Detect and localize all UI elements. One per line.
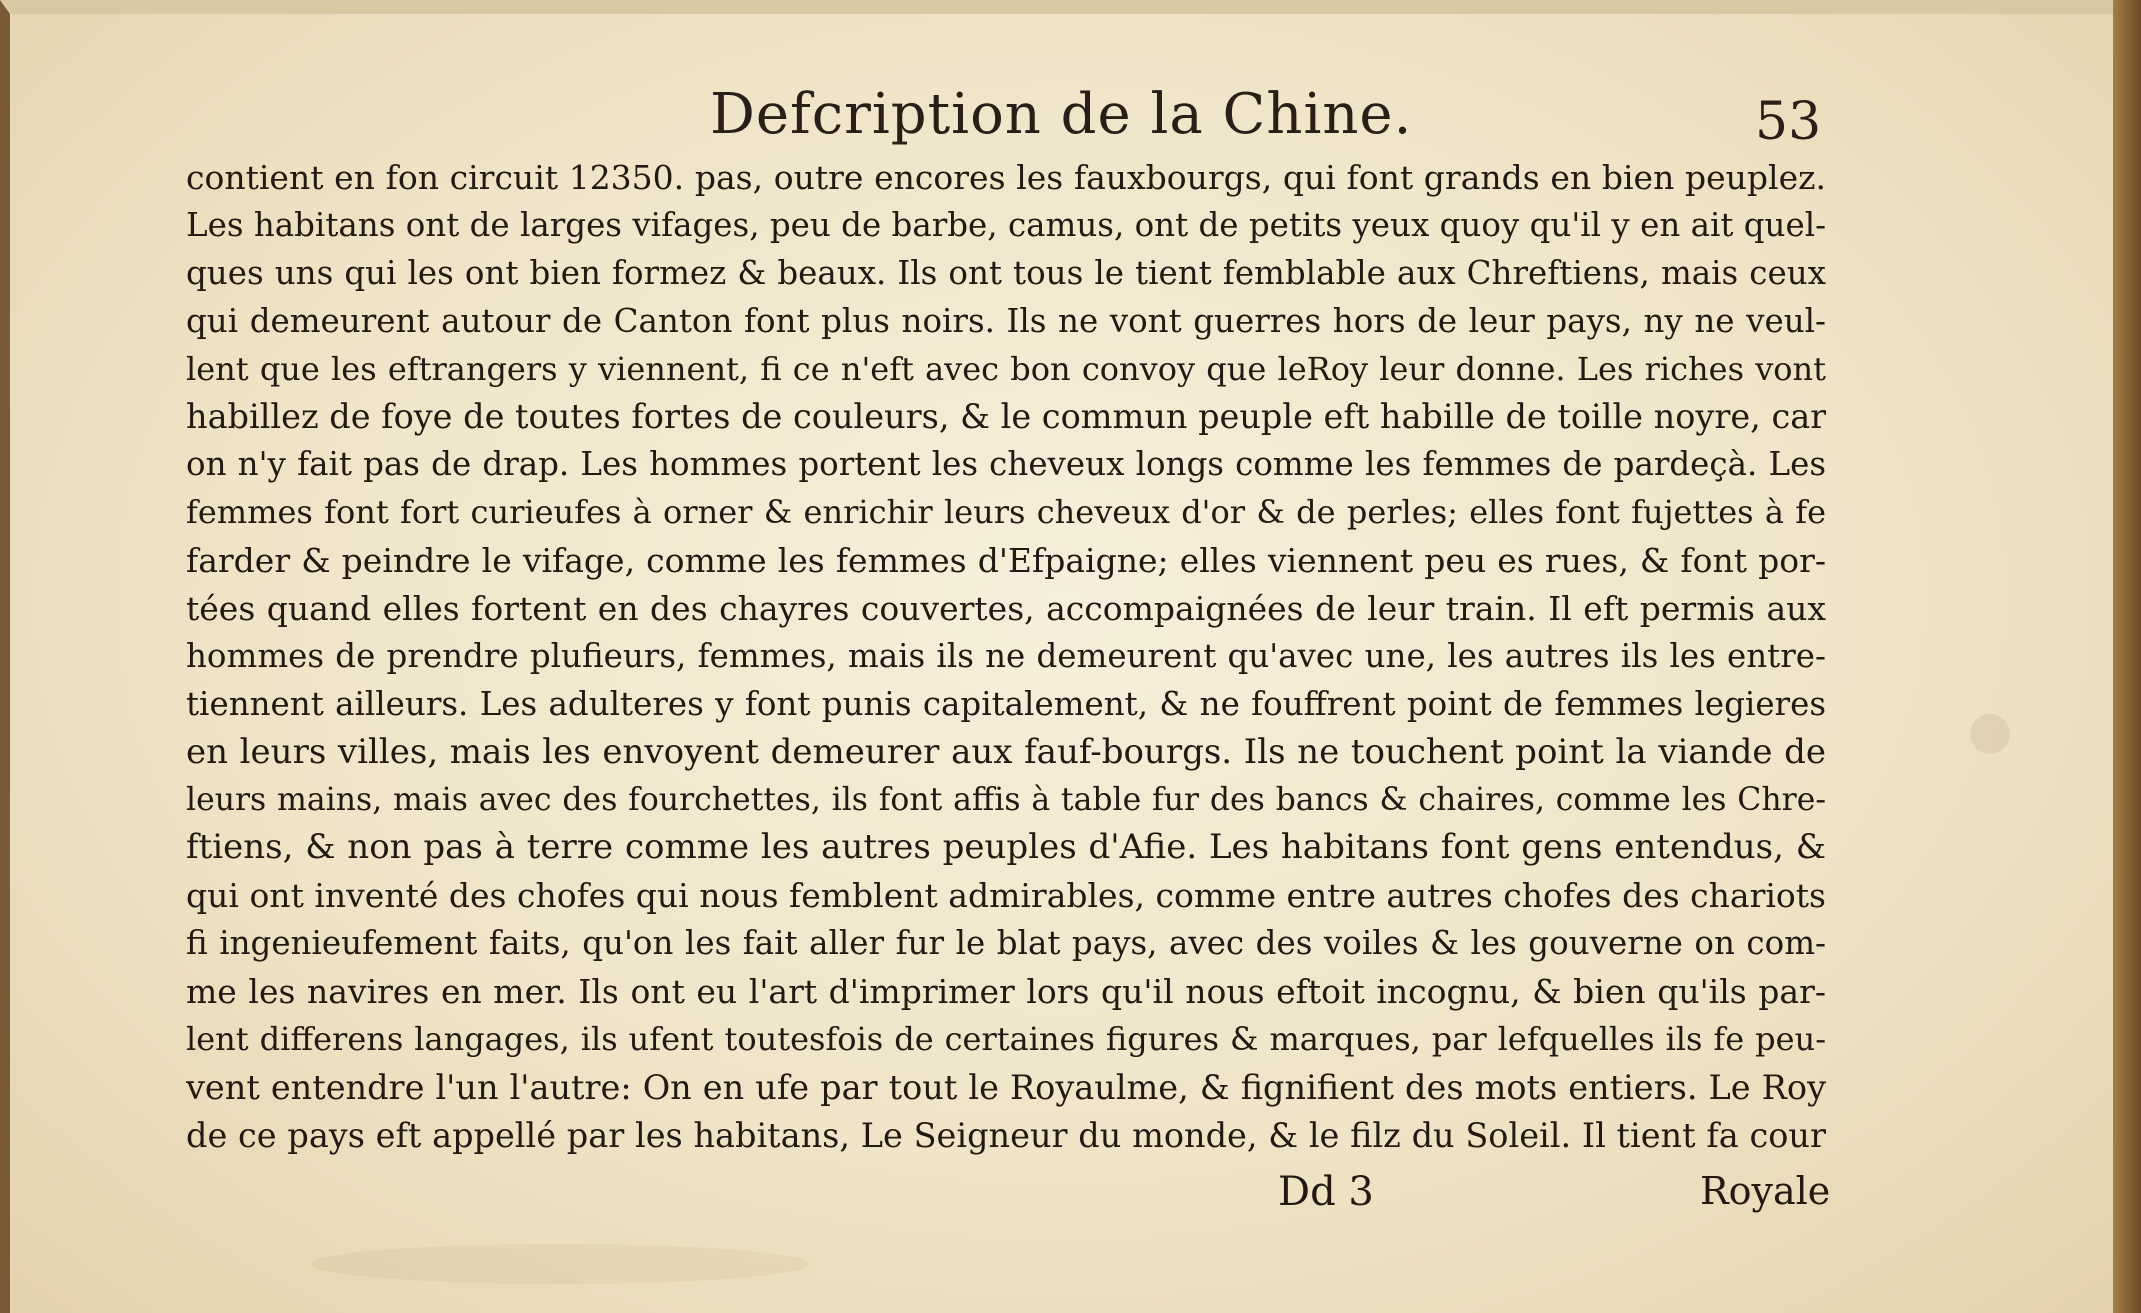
text-line: hommes de prendre plufieurs, femmes, mais ils ne demeurent qu'avec une, les autres ils les entre-: [186, 636, 1826, 675]
text-line: ftiens, & non pas à terre comme les autres peuples d'Afie. Les habitans font gens entendus, &: [186, 827, 1826, 868]
page-footer: [10, 1169, 2141, 1229]
text-line: leurs mains, mais avec des fourchettes, ils font affis à table fur des bancs & chaires, comme les Chre-: [186, 781, 1826, 818]
text-line: Les habitans ont de larges vifages, peu de barbe, camus, ont de petits yeux quoy qu'il y en ait quel-: [186, 205, 1826, 244]
text-line: qui demeurent autour de Canton font plus noirs. Ils ne vont guerres hors de leur pays, ny ne veul-: [186, 301, 1826, 340]
signature-mark: Dd 3: [1278, 1169, 1374, 1215]
text-line: qui ont inventé des chofes qui nous femblent admirables, comme entre autres chofes des chariots: [186, 876, 1826, 916]
text-line: lent que les eftrangers y viennent, fi ce n'eft avec bon convoy que leRoy leur donne. Les riches vont: [186, 349, 1826, 388]
paper-stain: [310, 1244, 810, 1284]
text-line: lent differens langages, ils ufent toutesfois de certaines figures & marques, par lefquelles ils fe peu-: [186, 1020, 1826, 1059]
text-line: farder & peindre le vifage, comme les femmes d'Efpaigne; elles viennent peu es rues, & font por-: [186, 541, 1826, 581]
text-line: tées quand elles fortent en des chayres couvertes, accompaignées de leur train. Il eft permis aux: [186, 589, 1826, 629]
text-line: de ce pays eft appellé par les habitans, Le Seigneur du monde, & le filz du Soleil. Il tient fa cour: [186, 1115, 1826, 1155]
catchword: Royale: [1700, 1169, 1831, 1213]
text-line: ques uns qui les ont bien formez & beaux. Ils ont tous le tient femblable aux Chreftiens, mais ceux: [186, 253, 1826, 292]
text-line: femmes font fort curieufes à orner & enrichir leurs cheveux d'or & de perles; elles font fujettes à fe: [186, 493, 1826, 532]
text-line: me les navires en mer. Ils ont eu l'art d'imprimer lors qu'il nous eftoit incognu, & bien qu'ils par-: [186, 972, 1826, 1012]
page-edge: [2113, 0, 2141, 1313]
text-line: contient en fon circuit 12350. pas, outre encores les fauxbourgs, qui font grands en bien peuplez.: [186, 158, 1826, 197]
text-line: fi ingenieufement faits, qu'on les fait aller fur le blat pays, avec des voiles & les gouverne on com-: [186, 924, 1826, 963]
page-number: 53: [1755, 92, 1822, 152]
running-title: Defcription de la Chine.: [710, 82, 1413, 147]
text-line: vent entendre l'un l'autre: On en ufe par tout le Royaulme, & fignifient des mots entiers. Le Roy: [186, 1067, 1826, 1107]
text-line: on n'y fait pas de drap. Les hommes portent les cheveux longs comme les femmes de pardeçà. Les: [186, 445, 1826, 484]
text-line: tiennent ailleurs. Les adulteres y font punis capitalement, & ne fouffrent point de femmes legieres: [186, 684, 1826, 723]
body-text: [186, 154, 1826, 1160]
text-line: habillez de foye de toutes fortes de couleurs, & le commun peuple eft habille de toille noyre, car: [186, 397, 1826, 437]
ink-spot: [1970, 714, 2010, 754]
text-line: en leurs villes, mais les envoyent demeurer aux fauf-bourgs. Ils ne touchent point la viande de: [186, 731, 1826, 772]
